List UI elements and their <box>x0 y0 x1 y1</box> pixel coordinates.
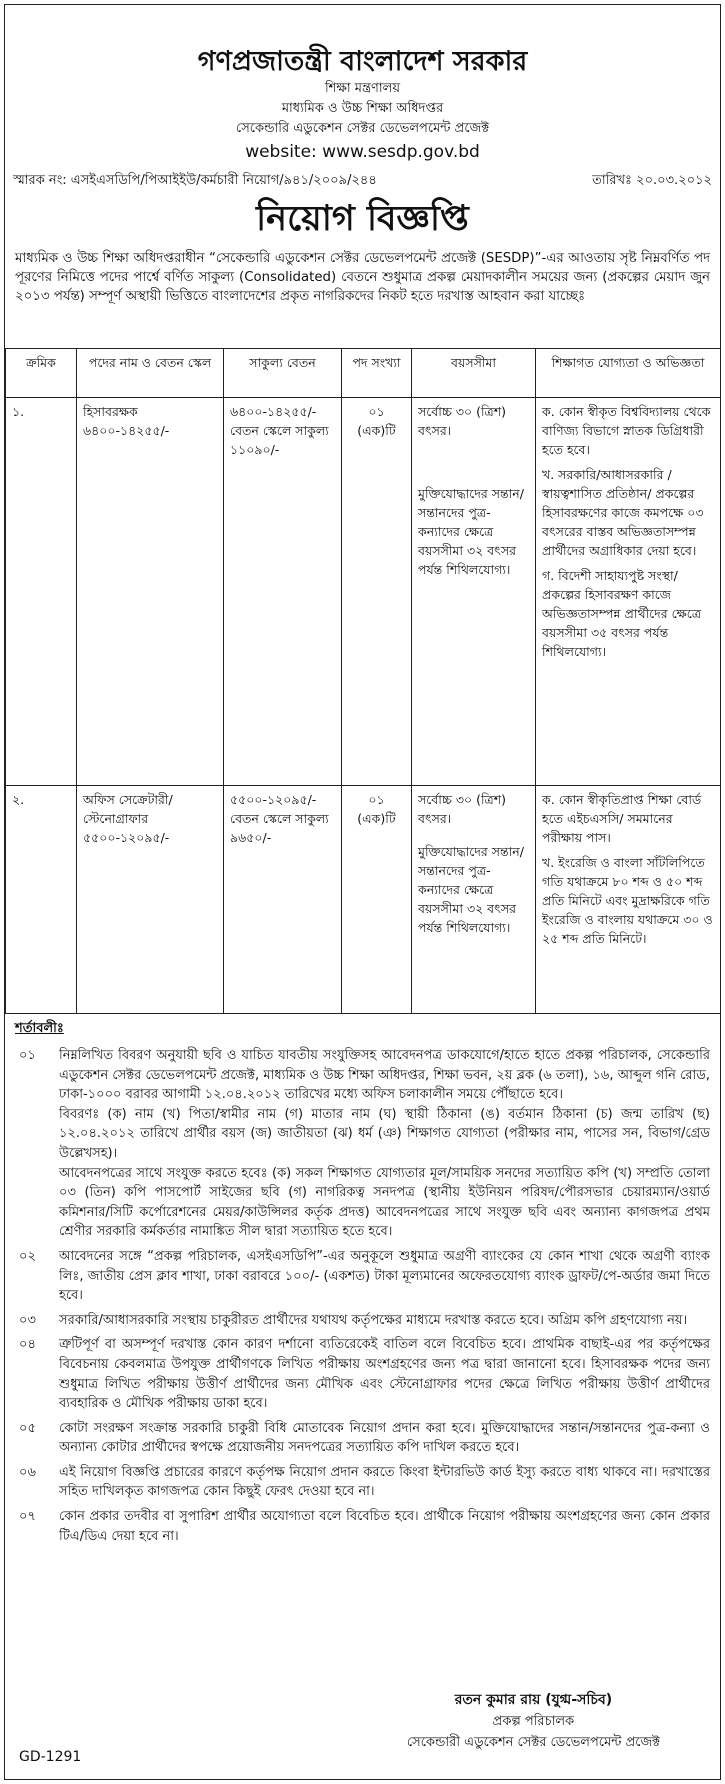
term-paragraph: বিবরণঃ (ক) নাম (খ) পিতা/স্বামীর নাম (গ) মাতার নাম (ঘ) স্থায়ী ঠিকানা (ঙ) বর্তমান ঠিকানা (চ) জন্ম তারিখ (ছ) ১২.০৪.২০১২ তারিখে প্রার্থীর বয়স (জ) জাতীয়তা (ঝ) ধর্ম (ঞ) শিক্ষাগত যোগ্যতা (পরীক্ষার নাম, পাসের সন, বিভাগ/গ্রেড উল্লেখসহ)। <box>59 1106 710 1161</box>
table-header-row <box>6 349 721 398</box>
qualification-item: খ. ইংরেজি ও বাংলা সাঁটলিপিতে গতি যথাক্রমে ৮০ শব্দ ও ৫০ শব্দ প্রতি মিনিটে এবং মুদ্রাক্ষরিকে গতি ইংরেজি ও বাংলায় যথাক্রমে ৩০ ও ২৫ শব্দ প্রতি মিনিটে। <box>542 855 713 946</box>
posts-table <box>5 348 721 1014</box>
qualification-item: ক. কোন স্বীকৃতিপ্রাপ্ত শিক্ষা বোর্ড হতে এইচএসসি/ সমমানের পরীক্ষায় পাস। <box>542 792 702 845</box>
term-number: ০৫ <box>19 1420 36 1436</box>
memo-number: স্মারক নং: এসইএসডিপি/পিআইইউ/কর্মচারী নিয়োগ/৯৪১/২০০৯/২৪৪ <box>13 173 377 188</box>
signatory-designation: প্রকল্প পরিচালক <box>492 1714 575 1729</box>
term-item <box>5 1311 720 1336</box>
term-number: ০৬ <box>19 1464 36 1480</box>
cell-age <box>412 786 536 1014</box>
age-relaxation: মুক্তিযোদ্ধাদের সন্তান/সন্তানদের পুত্র-কন্যাদের ক্ষেত্রে বয়সসীমা ৩২ বৎসর পর্যন্ত শিথিলযোগ্য। <box>418 486 524 577</box>
term-number: ০২ <box>19 1248 36 1264</box>
term-item <box>5 1507 720 1551</box>
term-text: এই নিয়োগ বিজ্ঞপ্তি প্রচারের কারণে কর্তৃপক্ষ নিয়োগ প্রদান করতে কিংবা ইন্টারভিউ কার্ড ইস্যু করতে বাধ্য থাকবে না। দরখাস্তের সহিত দাখিলকৃত কাগজপত্র কোন কিছুই ফেরৎ দেওয়া হবে না। <box>59 1464 710 1500</box>
qualification-item: ক. কোন স্বীকৃত বিশ্ববিদ্যালয় থেকে বাণিজ্য বিভাগে স্নাতক ডিগ্রিধারী হতে হবে। <box>542 404 711 457</box>
term-number: ০৩ <box>19 1312 36 1328</box>
cell-salary: ৫৫০০-১২০৯৫/- বেতন স্কেলে সাকুল্য ৯৬৫০/- <box>224 786 342 1014</box>
cell-salary: ৬৪০০-১৪২৫৫/- বেতন স্কেলে সাকুল্য ১১০৯০/- <box>224 398 342 786</box>
term-number: ০৭ <box>19 1509 36 1525</box>
qualification-item: গ. বিদেশী সাহায্যপুষ্ট সংস্থা/প্রকল্পের হিসাবরক্ষণ কাজে অভিজ্ঞতাসম্পন্ন প্রার্থীদের ক্ষেত্রে বয়সসীমা ৩৫ বৎসর পর্যন্ত শিথিলযোগ্য। <box>542 568 702 659</box>
term-text: আবেদনের সঙ্গে “প্রকল্প পরিচালক, এসইএসডিপি”-এর অনুকূলে শুধুমাত্র অগ্রণী ব্যাংকের যে কোন শাখা থেকে অগ্রণী ব্যাংক লিঃ, জাতীয় প্রেস ক্লাব শাখা, ঢাকা বরাবরে ১০০/- (একশত) টাকা মূল্যমানের অফেরতযোগ্য ব্যাংক ড্রাফট/পে-অর্ডার জমা দিতে হবে। <box>59 1248 710 1304</box>
age-limit: সর্বোচ্চ ৩০ (ত্রিশ) বৎসর। <box>418 404 507 438</box>
signature-block <box>407 1690 660 1753</box>
term-paragraph: নিম্নলিখিত বিবরণ অনুযায়ী ছবি ও যাচিত যাবতীয় সংযুক্তিসহ আবেদনপত্র ডাকযোগে/হাতে হাতে প্রকল্প পরিচালক, সেকেন্ডারি এডুকেশন সেক্টর ডেভেলপমেন্ট প্রজেক্ট, মাধ্যমিক ও উচ্চ শিক্ষা অধিদপ্তর, শিক্ষা ভবন, ২য় ব্লক (৬ তলা), ১৬, আব্দুল গনি রোড, ঢাকা-১০০০ বরাবর আগামী ১২.০৪.২০১২ তারিখের মধ্যে অফিস চলাকালীন সময়ে পৌঁছাতে হবে। <box>59 1048 710 1103</box>
cell-post: অফিস সেক্রেটারী/ স্টেনোগ্রাফার ৫৫০০-১২০৯৫/- <box>77 786 224 1014</box>
header-post: পদের নাম ও বেতন স্কেল <box>77 349 224 398</box>
govt-title: গণপ্রজাতন্ত্রী বাংলাদেশ সরকার <box>197 46 528 77</box>
term-item <box>5 1046 720 1247</box>
qualification-item: খ. সরকারি/আধাসরকারি /স্বায়ত্বশাসিত প্রতিষ্ঠান/ প্রকল্পের হিসাবরক্ষণের কাজে কমপক্ষে ০৩ বৎসরের বাস্তব অভিজ্ঞতাসম্পন্ন প্রার্থীদের অগ্রাধিকার দেয়া হবে। <box>542 467 704 558</box>
notice-title: নিয়োগ বিজ্ঞপ্তি <box>256 199 469 239</box>
project-name: সেকেন্ডারি এডুকেশন সেক্টর ডেভেলপমেন্ট প্রজেক্ট <box>235 121 490 136</box>
cell-qualification <box>536 786 721 1014</box>
header <box>5 45 720 163</box>
reference-row <box>5 171 720 189</box>
header-serial: ক্রমিক <box>6 349 77 398</box>
cell-serial: ১. <box>6 398 77 786</box>
cell-serial: ২. <box>6 786 77 1014</box>
signatory-project: সেকেন্ডারী এডুকেশন সেক্টর ডেভেলপমেন্ট প্রজেক্ট <box>406 1735 660 1750</box>
directorate-name: মাধ্যমিক ও উচ্চ শিক্ষা অধিদপ্তর <box>281 101 444 116</box>
notice-date: তারিখঃ ২০.০৩.২০১২ <box>592 173 712 188</box>
cell-count: ০১ (এক)টি <box>342 398 412 786</box>
table-row <box>6 786 721 1014</box>
signatory-name: রতন কুমার রায় (যুগ্ম-সচিব) <box>454 1692 613 1708</box>
term-paragraph: আবেদনপত্রের সাথে সংযুক্ত করতে হবেঃ (ক) সকল শিক্ষাগত যোগ্যতার মূল/সাময়িক সনদের সত্যায়িত কপি (খ) সম্প্রতি তোলা ০৩ (তিন) কপি পাসপোর্ট সাইজের ছবি (গ) নাগরিকত্ব সনদপত্র (স্থানীয় ইউনিয়ন পরিষদ/পৌরসভার চেয়ারম্যান/ওয়ার্ড কমিশনার/সিটি কর্পোরেশনের মেয়র/কাউন্সিলর কর্তৃক প্রদত্ত) আবেদনপত্রের সাথে সংযুক্ত ছবি এবং অন্যান্য কাগজপত্র প্রথম শ্রেণীর সরকারি কর্মকর্তার নামাঙ্কিত সীল দ্বারা সত্যায়িত হতে হবে। <box>59 1165 710 1240</box>
header-salary: সাকুল্য বেতন <box>224 349 342 398</box>
term-number: ০৪ <box>19 1337 36 1353</box>
age-relaxation: মুক্তিযোদ্ধাদের সন্তান/সন্তানদের পুত্র-কন্যাদের ক্ষেত্রে বয়সসীমা ৩২ বৎসর পর্যন্ত শিথিলযোগ্য। <box>418 844 524 935</box>
term-item <box>5 1419 720 1463</box>
age-limit: সর্বোচ্চ ৩০ (ত্রিশ) বৎসর। <box>418 792 507 826</box>
term-number: ০১ <box>19 1048 36 1063</box>
cell-post: হিসাবরক্ষক ৬৪০০-১৪২৫৫/- <box>77 398 224 786</box>
ministry-name: শিক্ষা মন্ত্রণালয় <box>324 81 401 96</box>
terms-section <box>5 1015 720 1551</box>
header-qualification: শিক্ষাগত যোগ্যতা ও অভিজ্ঞতা <box>536 349 721 398</box>
cell-qualification <box>536 398 721 786</box>
table-row <box>6 398 721 786</box>
website-link[interactable]: website: www.sesdp.gov.bd <box>245 142 480 162</box>
header-age: বয়সসীমা <box>412 349 536 398</box>
notice-page <box>4 4 721 1780</box>
cell-age <box>412 398 536 786</box>
cell-count: ০১ (এক)টি <box>342 786 412 1014</box>
term-text: সরকারি/আধাসরকারি সংস্থায় চাকুরীরত প্রার্থীদের যথাযথ কর্তৃপক্ষের মাধ্যমে দরখাস্ত করতে হবে। অগ্রিম কপি গ্রহণযোগ্য নয়। <box>59 1312 688 1328</box>
header-count: পদ সংখ্যা <box>342 349 412 398</box>
term-item <box>5 1463 720 1507</box>
term-item <box>5 1247 720 1311</box>
terms-title: শর্তাবলীঃ <box>15 1021 64 1036</box>
gd-code: GD-1291 <box>19 1749 82 1765</box>
term-item <box>5 1335 720 1418</box>
intro-paragraph: মাধ্যমিক ও উচ্চ শিক্ষা অধিদপ্তরাধীন “সেকেন্ডারি এডুকেশন সেক্টর ডেভেলপমেন্ট প্রজেক্ট (SESDP)”-এর আওতায় সৃষ্ট নিম্নবর্ণিত পদ পূরণের নিমিত্তে পদের পার্শ্বে বর্ণিত সাকুল্য (Consolidated) বেতনে শুধুমাত্র প্রকল্প মেয়াদকালীন সময়ের জন্য (প্রকল্পের মেয়াদ জুন ২০১৩ পর্যন্ত) সম্পূর্ণ অস্থায়ী ভিত্তিতে বাংলাদেশের প্রকৃত নাগরিকদের নিকট হতে দরখাস্ত আহবান করা যাচ্ছেঃ <box>15 251 710 304</box>
term-text: কোন প্রকার তদবীর বা সুপারিশ প্রার্থীর অযোগ্যতা বলে বিবেচিত হবে। প্রার্থীকে নিয়োগ পরীক্ষায় অংশগ্রহণের জন্য কোন প্রকার টিএ/ডিএ দেয়া হবে না। <box>59 1509 710 1544</box>
term-text: ত্রুটিপূর্ণ বা অসম্পূর্ণ দরখাস্ত কোন কারণ দর্শানো ব্যতিরেকেই বাতিল বলে বিবেচিত হবে। প্রাথমিক বাছাই-এর পর কর্তৃপক্ষের বিবেচনায় কেবলমাত্র উপযুক্ত প্রার্থীগণকে লিখিত পরীক্ষায় অংশগ্রহণের জন্য পত্র দ্বারা জানানো হবে। হিসাবরক্ষক পদের জন্য শুধুমাত্র লিখিত পরীক্ষায় উত্তীর্ণ প্রার্থীদের জন্য মৌখিক এবং স্টেনোগ্রাফার পদের ক্ষেত্রে লিখিত পরীক্ষায় উত্তীর্ণ প্রার্থীদের ব্যবহারিক ও মৌখিক পরীক্ষায় ডাকা হবে। <box>59 1337 710 1412</box>
term-text <box>59 1046 710 1242</box>
term-text: কোটা সংরক্ষণ সংক্রান্ত সরকারি চাকুরী বিধি মোতাবেক নিয়োগ প্রদান করা হবে। মুক্তিযোদ্ধাদের সন্তান/সন্তানদের পুত্র-কন্যা ও অন্যান্য কোটার প্রার্থীদের স্বপক্ষে প্রয়োজনীয় সনদপত্রের সত্যায়িত কপি দাখিল করতে হবে। <box>59 1420 710 1456</box>
